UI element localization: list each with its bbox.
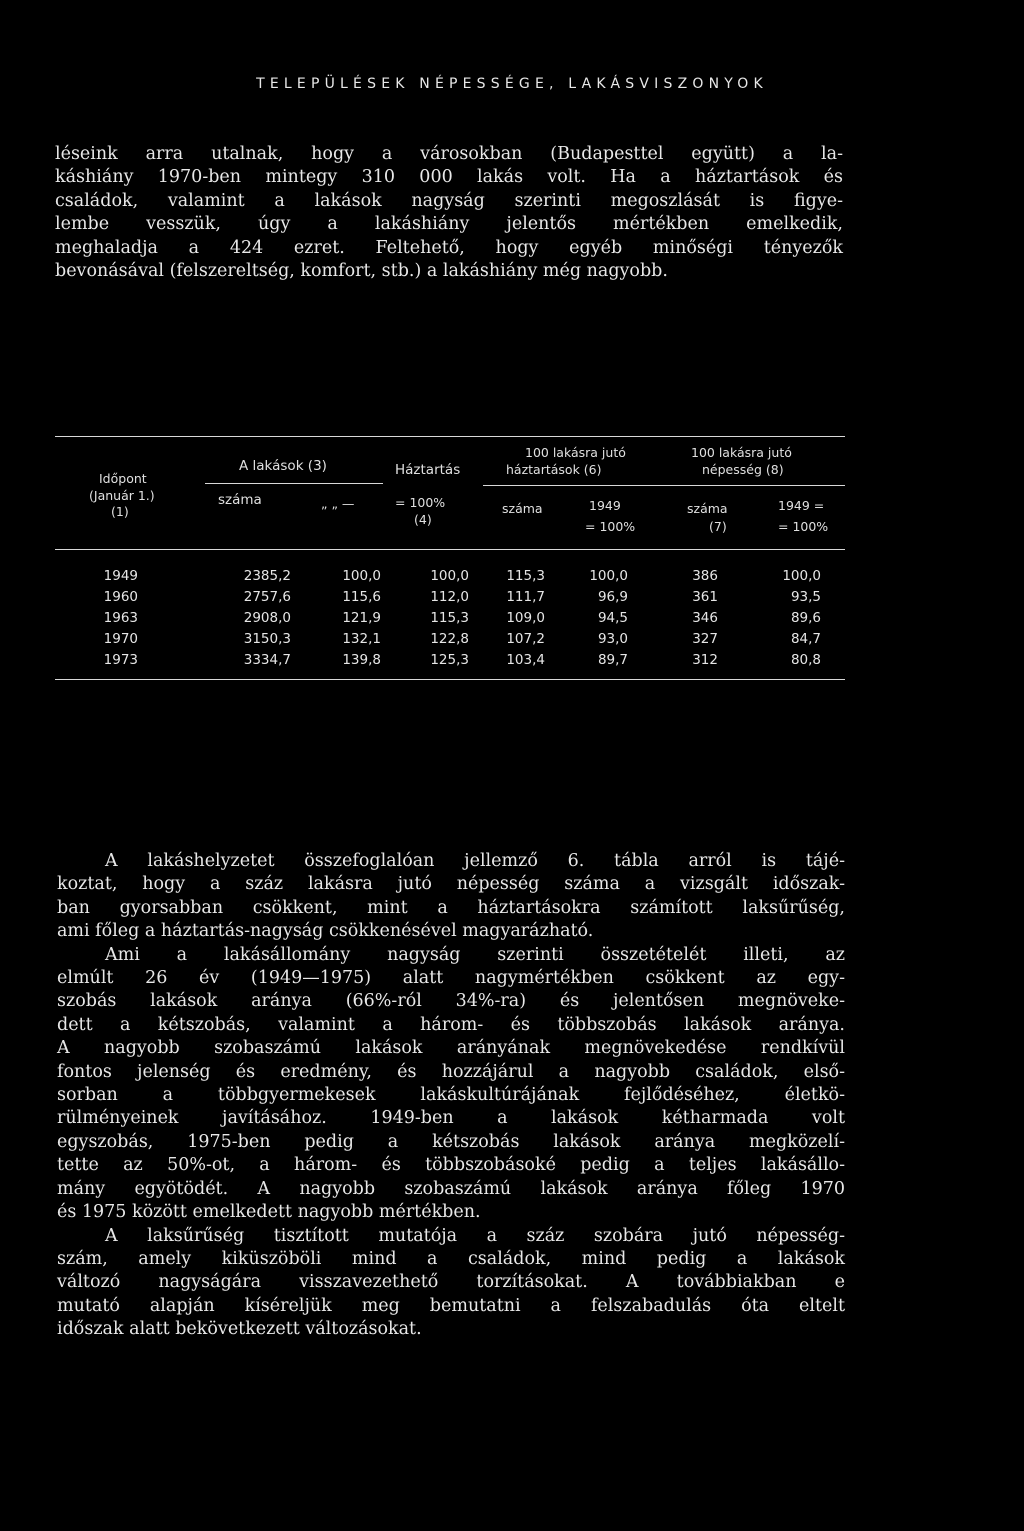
table-row-year: 1960 [103,589,138,605]
table-cell: 115,3 [430,610,469,626]
table-cell: 93,0 [597,631,628,647]
table-cell: 100,0 [782,568,821,584]
table-cell: 100,0 [430,568,469,584]
table-cell: 107,2 [506,631,545,647]
table-cell: 80,8 [790,652,821,668]
text-line: dett a kétszobás, valamint a három- és többszobás lakások aránya. [57,1014,845,1035]
header-rule-lakasok [205,483,383,484]
table-cell: 132,1 [342,631,381,647]
table-cell: 89,6 [790,610,821,626]
header-januar: (Január 1.) [89,488,155,503]
header-idopont: Időpont [99,471,147,486]
header-h100-base2: = 100% [585,519,636,534]
text-line: mány egyötödét. A nagyobb szobaszámú lakások aránya főleg 1970 [57,1178,845,1199]
table-row-year: 1973 [103,652,138,668]
text-line: lembe vesszük, úgy a lakáshiány jelentős mértékben emelkedik, [55,214,843,235]
paragraph-intro [55,143,843,283]
text-line: időszak alatt bekövetkezett változásokat. [57,1319,422,1340]
table-cell: 84,7 [790,631,821,647]
table-cell: 2908,0 [243,610,291,626]
table-cell: 386 [692,568,718,584]
table-cell: 115,6 [342,589,381,605]
table-cell: 2385,2 [243,568,291,584]
text-line: meghaladja a 424 ezret. Feltehető, hogy egyéb minőségi tényezők [55,237,843,258]
text-line: Ami a lakásállomány nagyság szerinti összetételét illeti, az [105,944,845,965]
header-n100-line1: 100 lakásra jutó [691,445,792,460]
table-cell: 89,7 [597,652,628,668]
header-n100-szama: száma [687,501,728,516]
header-lakasok-ditto: „ „ — [321,496,355,511]
table-cell: 109,0 [506,610,545,626]
header-haztartas: Háztartás [395,462,461,478]
table-cell: 121,9 [342,610,381,626]
table-bottom-rule [55,679,845,680]
header-n100-base2: = 100% [778,519,829,534]
paragraph-summary [57,850,845,1342]
text-line: szám, amely kiküszöböli mind a családok, mind pedig a lakások [57,1248,845,1269]
text-line: koztat, hogy a száz lakásra jutó népesség száma a vizsgált időszak- [57,874,845,895]
table-row-year: 1963 [103,610,138,626]
header-h100-line2: háztartások (6) [506,462,602,477]
table-cell: 3150,3 [243,631,291,647]
text-line: szobás lakások aránya (66%-ról 34%-ra) és jelentősen megnöveke- [57,991,845,1012]
table-cell: 93,5 [790,589,821,605]
table-cell: 100,0 [589,568,628,584]
table-cell: 312 [692,652,718,668]
table-cell: 122,8 [430,631,469,647]
table-cell: 361 [692,589,718,605]
text-line: bevonásával (felszereltség, komfort, stb.) a lakáshiány még nagyobb. [55,261,668,282]
text-line: és 1975 között emelkedett nagyobb mértékben. [57,1202,481,1223]
header-haztartas-num: (4) [414,512,432,527]
table-cell: 115,3 [506,568,545,584]
table-row-year: 1949 [103,568,138,584]
header-haztartas-pct: = 100% [395,495,446,510]
text-line: A laksűrűség tisztított mutatója a száz szobára jutó népesség- [105,1225,845,1246]
text-line: sorban a többgyermekesek lakáskultúrájának fejlődéséhez, életkö- [57,1085,845,1106]
header-lakasok-szama: száma [218,492,262,508]
header-col1: (1) [111,504,129,519]
header-n100-num: (7) [709,519,727,534]
header-n100-base1: 1949 = [778,498,825,513]
table-cell: 2757,6 [243,589,291,605]
text-line: A lakáshelyzetet összefoglalóan jellemző 6. tábla arról is tájé- [105,851,845,871]
running-head: TELEPÜLÉSEK NÉPESSÉGE, LAKÁSVISZONYOK [256,76,768,92]
text-line: ban gyorsabban csökkent, mint a háztartásokra számított laksűrűség, [57,897,845,918]
table-cell: 94,5 [597,610,628,626]
header-lakasok: A lakások (3) [239,458,327,474]
table-cell: 3334,7 [243,652,291,668]
table-cell: 112,0 [430,589,469,605]
header-h100-base1: 1949 [589,498,621,513]
text-line: fontos jelenség és eredmény, és hozzájárul a nagyobb családok, első- [57,1061,845,1082]
text-line: káshiány 1970-ben mintegy 310 000 lakás volt. Ha a háztartások és [55,167,843,188]
text-line: A nagyobb szobaszámú lakások arányának megnövekedése rendkívül [57,1038,845,1059]
table-top-rule [55,436,845,437]
table-cell: 111,7 [506,589,545,605]
table-row-year: 1970 [103,631,138,647]
table-cell: 100,0 [342,568,381,584]
header-rule-n100 [673,485,845,486]
table-cell: 103,4 [506,652,545,668]
housing-table [55,430,845,690]
header-rule-h100 [483,485,673,486]
text-line: egyszobás, 1975-ben pedig a kétszobás lakások aránya megközelí- [57,1131,845,1152]
text-line: mutató alapján kíséreljük meg bemutatni a felszabadulás óta eltelt [57,1295,845,1316]
text-line: elmúlt 26 év (1949—1975) alatt nagymértékben csökkent az egy- [57,968,845,989]
header-h100-szama: száma [502,501,543,516]
table-cell: 346 [692,610,718,626]
table-cell: 139,8 [342,652,381,668]
table-cell: 327 [692,631,718,647]
text-line: változó nagyságára visszavezethető torzításokat. A továbbiakban e [57,1272,845,1293]
header-n100-line2: népesség (8) [702,462,784,477]
table-cell: 96,9 [597,589,628,605]
text-line: családok, valamint a lakások nagyság szerinti megoszlását is figye- [55,190,843,211]
text-line: léseink arra utalnak, hogy a városokban (Budapesttel együtt) a la- [55,144,843,164]
text-line: rülményeinek javításához. 1949-ben a lakások kétharmada volt [57,1108,845,1129]
header-h100-line1: 100 lakásra jutó [525,445,626,460]
text-line: ami főleg a háztartás-nagyság csökkenésével magyarázható. [57,921,594,942]
table-cell: 125,3 [430,652,469,668]
header-bottom-rule [55,549,845,550]
text-line: tette az 50%-ot, a három- és többszobásoké pedig a teljes lakásállo- [57,1155,845,1176]
